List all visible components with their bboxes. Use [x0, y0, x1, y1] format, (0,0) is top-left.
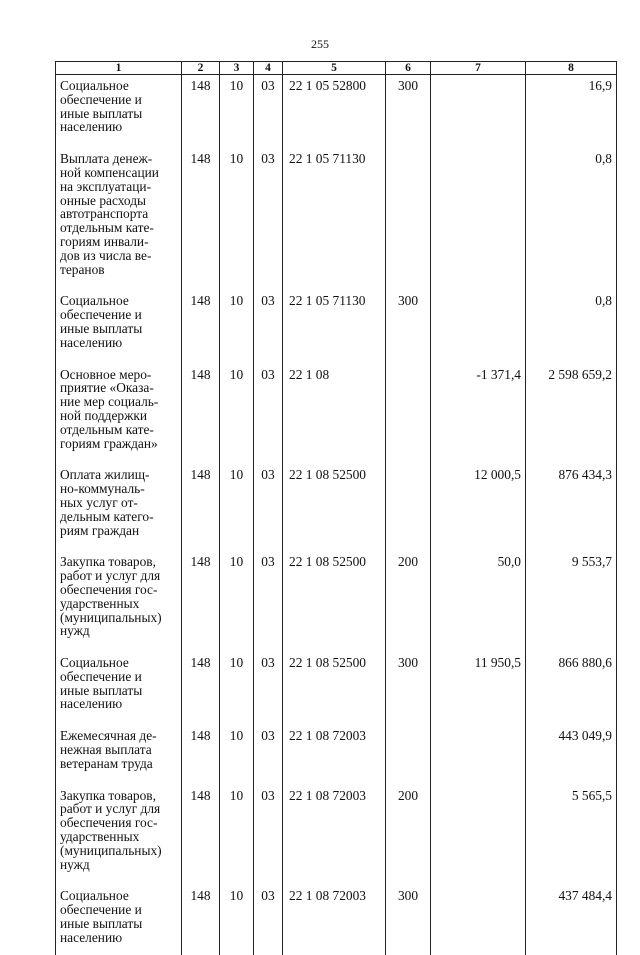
- row-name-line: дельным катего-: [60, 508, 154, 524]
- ministry-code-cell: 148: [182, 148, 220, 290]
- row-name-line: населению: [60, 696, 123, 712]
- change-amount-cell: [431, 785, 526, 886]
- row-name-cell: [56, 725, 182, 784]
- table-row: [56, 725, 617, 784]
- section-code-cell: 10: [220, 364, 254, 465]
- change-amount-cell: -1 371,4: [431, 364, 526, 465]
- subsection-code-cell: 03: [254, 785, 283, 886]
- subsection-code-cell: 03: [254, 290, 283, 363]
- table-row: [56, 148, 617, 290]
- row-name-line: нужд: [60, 623, 90, 639]
- subsection-code-cell: 03: [254, 725, 283, 784]
- row-name-line: гориям граждан»: [60, 435, 158, 451]
- row-name-line: населению: [60, 929, 123, 945]
- row-name-line: дов из числа ве-: [60, 247, 152, 263]
- total-amount-cell: 2 598 659,2: [526, 364, 617, 465]
- expense-type-cell: 300: [386, 652, 431, 725]
- subsection-code-cell: 03: [254, 652, 283, 725]
- row-name-line: работ и услуг для: [60, 801, 161, 817]
- column-header: 1: [56, 62, 182, 75]
- table-row: [56, 551, 617, 652]
- ministry-code-cell: 148: [182, 652, 220, 725]
- row-name-line: ветеранам труда: [60, 755, 153, 771]
- row-name-line: (муниципальных): [60, 842, 162, 858]
- row-name-line: на эксплуатаци-: [60, 178, 152, 194]
- target-article-cell: 22 1 05 52800: [283, 75, 386, 149]
- row-name-line: ние мер социаль-: [60, 394, 159, 410]
- row-name-line: но-коммуналь-: [60, 481, 145, 497]
- row-name-cell: [56, 551, 182, 652]
- table-header-row: [56, 62, 617, 75]
- section-code-cell: 10: [220, 551, 254, 652]
- row-name-line: Социальное: [60, 888, 129, 904]
- row-name-line: приятие «Оказа-: [60, 380, 154, 396]
- ministry-code-cell: 148: [182, 885, 220, 954]
- subsection-code-cell: 03: [254, 464, 283, 551]
- subsection-code-cell: 03: [254, 364, 283, 465]
- change-amount-cell: [431, 290, 526, 363]
- row-name-cell: [56, 75, 182, 149]
- target-article-cell: 22 1 08 72003: [283, 885, 386, 954]
- section-code-cell: 10: [220, 725, 254, 784]
- expense-type-cell: [386, 725, 431, 784]
- row-name-line: ударственных: [60, 595, 140, 611]
- column-header: 2: [182, 62, 220, 75]
- section-code-cell: 10: [220, 885, 254, 954]
- row-name-cell: [56, 785, 182, 886]
- row-name-line: ударственных: [60, 829, 140, 845]
- change-amount-cell: 11 950,5: [431, 652, 526, 725]
- expense-type-cell: [386, 148, 431, 290]
- row-name-line: Оплата жилищ-: [60, 467, 150, 483]
- row-name-line: работ и услуг для: [60, 568, 161, 584]
- ministry-code-cell: 148: [182, 290, 220, 363]
- row-name-line: иные выплаты: [60, 320, 143, 336]
- row-name-line: Основное меро-: [60, 366, 152, 382]
- column-header: 6: [386, 62, 431, 75]
- budget-table: [55, 61, 617, 955]
- change-amount-cell: [431, 148, 526, 290]
- row-name-line: обеспечения гос-: [60, 815, 158, 831]
- row-name-line: отдельным кате-: [60, 421, 154, 437]
- change-amount-cell: 12 000,5: [431, 464, 526, 551]
- expense-type-cell: [386, 364, 431, 465]
- row-name-line: Социальное: [60, 293, 129, 309]
- row-name-line: обеспечение и: [60, 91, 142, 107]
- row-name-line: Выплата денеж-: [60, 151, 153, 167]
- change-amount-cell: [431, 725, 526, 784]
- section-code-cell: 10: [220, 290, 254, 363]
- row-name-line: гориям инвали-: [60, 233, 149, 249]
- row-name-line: отдельным кате-: [60, 220, 154, 236]
- page-number: 255: [311, 37, 329, 51]
- ministry-code-cell: 148: [182, 464, 220, 551]
- total-amount-cell: 0,8: [526, 290, 617, 363]
- total-amount-cell: 437 484,4: [526, 885, 617, 954]
- expense-type-cell: 200: [386, 785, 431, 886]
- row-name-line: Закупка товаров,: [60, 787, 156, 803]
- column-header: 4: [254, 62, 283, 75]
- total-amount-cell: 16,9: [526, 75, 617, 149]
- total-amount-cell: 866 880,6: [526, 652, 617, 725]
- table-row: [56, 885, 617, 954]
- row-name-line: обеспечение и: [60, 668, 142, 684]
- column-header: 8: [526, 62, 617, 75]
- row-name-line: риям граждан: [60, 522, 140, 538]
- row-name-line: ной поддержки: [60, 407, 148, 423]
- expense-type-cell: 200: [386, 551, 431, 652]
- row-name-line: Социальное: [60, 78, 129, 93]
- section-code-cell: 10: [220, 652, 254, 725]
- row-name-line: населению: [60, 119, 123, 135]
- ministry-code-cell: 148: [182, 364, 220, 465]
- section-code-cell: 10: [220, 75, 254, 149]
- ministry-code-cell: 148: [182, 551, 220, 652]
- row-name-line: иные выплаты: [60, 916, 143, 932]
- column-header: 5: [283, 62, 386, 75]
- row-name-line: теранов: [60, 261, 105, 277]
- target-article-cell: 22 1 08: [283, 364, 386, 465]
- target-article-cell: 22 1 08 72003: [283, 785, 386, 886]
- ministry-code-cell: 148: [182, 75, 220, 149]
- table-row: [56, 364, 617, 465]
- expense-type-cell: [386, 464, 431, 551]
- row-name-line: Социальное: [60, 655, 129, 671]
- row-name-line: ной компенсации: [60, 164, 159, 180]
- row-name-line: автотранспорта: [60, 206, 149, 222]
- expense-type-cell: 300: [386, 885, 431, 954]
- target-article-cell: 22 1 05 71130: [283, 148, 386, 290]
- row-name-cell: [56, 148, 182, 290]
- column-header: 3: [220, 62, 254, 75]
- total-amount-cell: 0,8: [526, 148, 617, 290]
- row-name-line: ных услуг от-: [60, 494, 138, 510]
- subsection-code-cell: 03: [254, 885, 283, 954]
- target-article-cell: 22 1 08 52500: [283, 464, 386, 551]
- column-header: 7: [431, 62, 526, 75]
- row-name-cell: [56, 464, 182, 551]
- table-row: [56, 290, 617, 363]
- table-row: [56, 464, 617, 551]
- table-body: [56, 75, 617, 955]
- row-name-line: нужд: [60, 856, 90, 872]
- row-name-line: обеспечения гос-: [60, 581, 158, 597]
- row-name-line: Ежемесячная де-: [60, 728, 157, 744]
- section-code-cell: 10: [220, 148, 254, 290]
- subsection-code-cell: 03: [254, 148, 283, 290]
- row-name-line: населению: [60, 334, 123, 350]
- row-name-cell: [56, 652, 182, 725]
- subsection-code-cell: 03: [254, 75, 283, 149]
- change-amount-cell: [431, 885, 526, 954]
- table-row: [56, 75, 617, 149]
- ministry-code-cell: 148: [182, 785, 220, 886]
- row-name-cell: [56, 885, 182, 954]
- row-name-line: Закупка товаров,: [60, 554, 156, 570]
- table-row: [56, 785, 617, 886]
- row-name-line: онные расходы: [60, 192, 147, 208]
- ministry-code-cell: 148: [182, 725, 220, 784]
- expense-type-cell: 300: [386, 290, 431, 363]
- total-amount-cell: 443 049,9: [526, 725, 617, 784]
- row-name-line: иные выплаты: [60, 105, 143, 121]
- expense-type-cell: 300: [386, 75, 431, 149]
- change-amount-cell: 50,0: [431, 551, 526, 652]
- total-amount-cell: 876 434,3: [526, 464, 617, 551]
- subsection-code-cell: 03: [254, 551, 283, 652]
- target-article-cell: 22 1 08 52500: [283, 551, 386, 652]
- row-name-line: иные выплаты: [60, 682, 143, 698]
- row-name-cell: [56, 364, 182, 465]
- total-amount-cell: 5 565,5: [526, 785, 617, 886]
- row-name-line: (муниципальных): [60, 609, 162, 625]
- target-article-cell: 22 1 05 71130: [283, 290, 386, 363]
- change-amount-cell: [431, 75, 526, 149]
- row-name-line: обеспечение и: [60, 902, 142, 918]
- target-article-cell: 22 1 08 72003: [283, 725, 386, 784]
- total-amount-cell: 9 553,7: [526, 551, 617, 652]
- table-row: [56, 652, 617, 725]
- section-code-cell: 10: [220, 785, 254, 886]
- row-name-line: обеспечение и: [60, 307, 142, 323]
- row-name-line: нежная выплата: [60, 742, 152, 758]
- section-code-cell: 10: [220, 464, 254, 551]
- target-article-cell: 22 1 08 52500: [283, 652, 386, 725]
- row-name-cell: [56, 290, 182, 363]
